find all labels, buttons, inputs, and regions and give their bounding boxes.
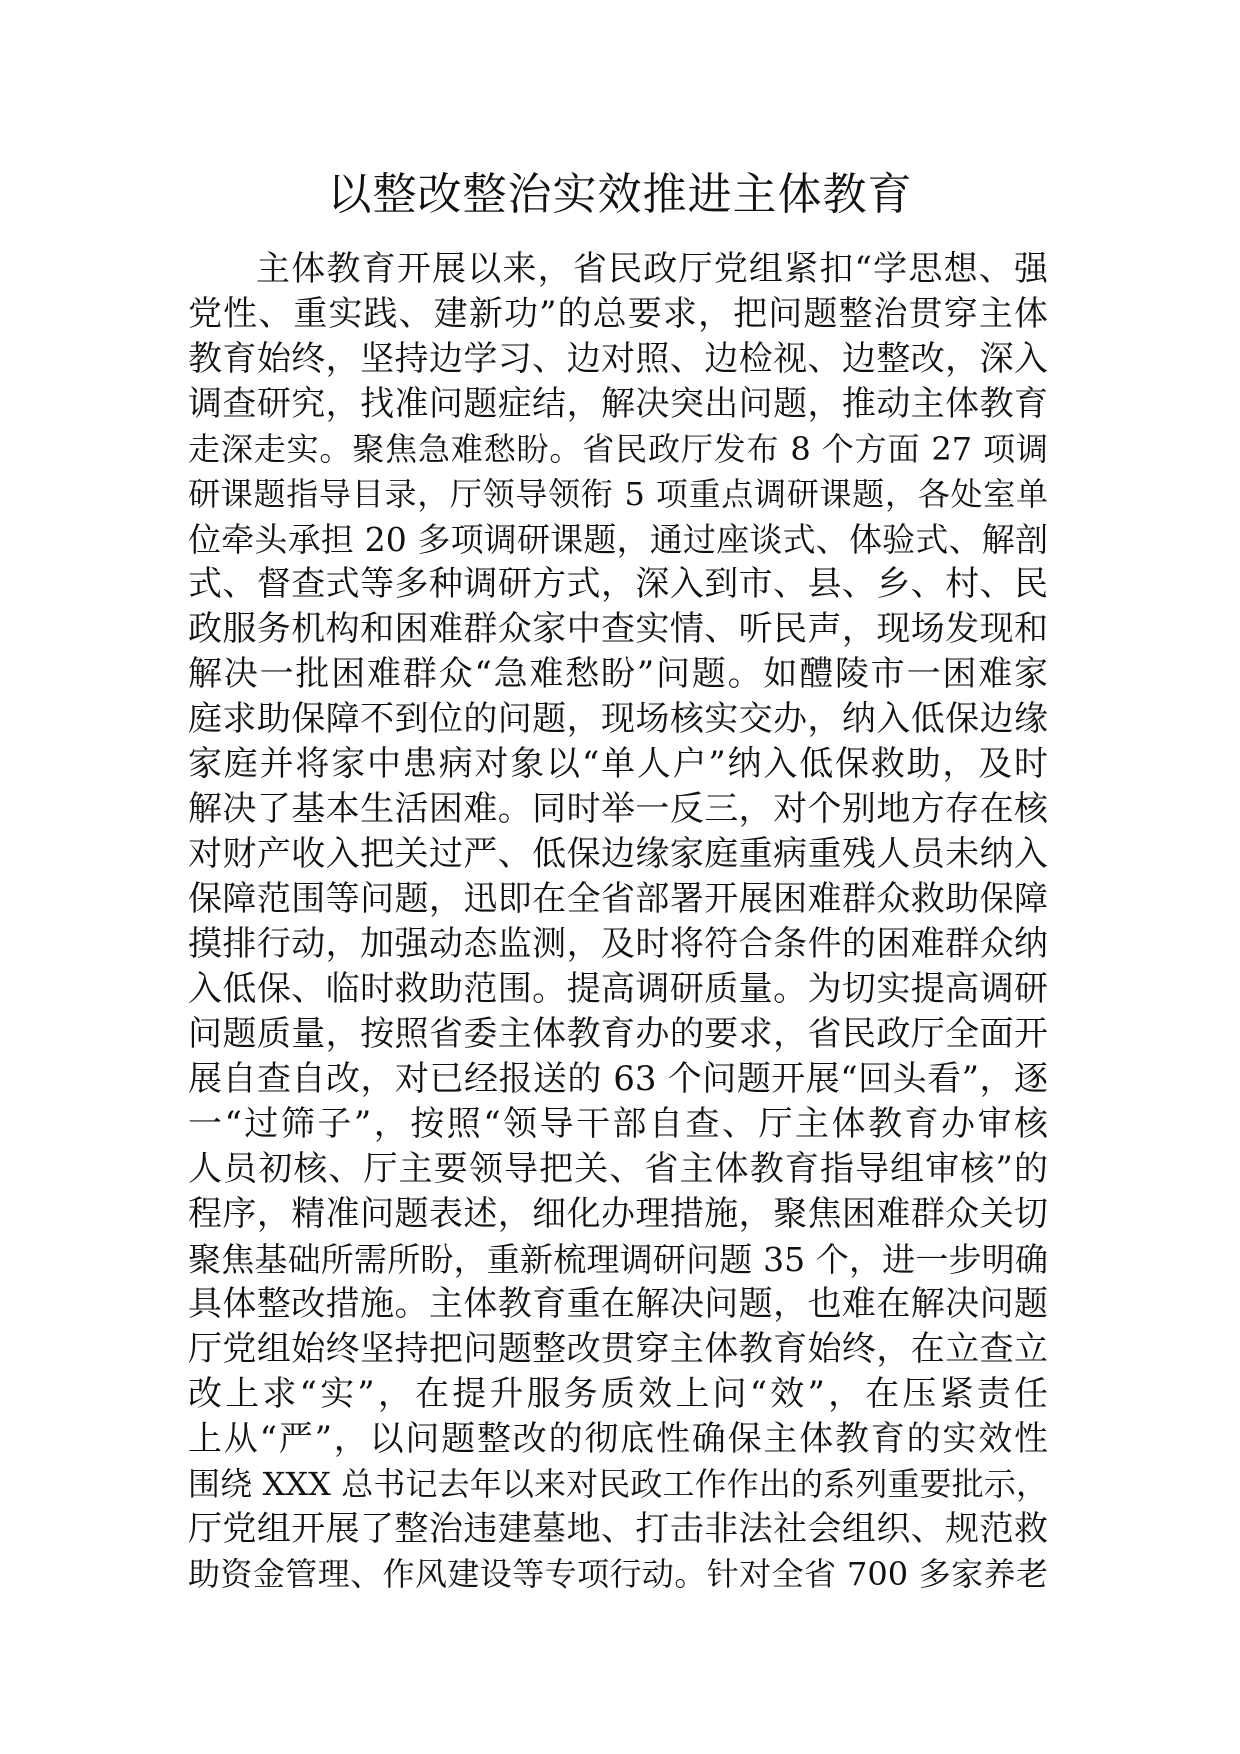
text-line: 走深走实。聚焦急难愁盼。省民政厅发布 8 个方面 27 项调 xyxy=(188,430,1048,468)
document-body xyxy=(188,247,1048,1597)
text-line: 展自查自改，对已经报送的 63 个问题开展“回头看”，逐 xyxy=(188,1059,1048,1099)
text-line: 解决一批困难群众“急难愁盼”问题。如醴陵市一困难家 xyxy=(188,654,1048,694)
text-line: 厅党组始终坚持把问题整改贯穿主体教育始终，在立查立 xyxy=(188,1329,1048,1369)
text-line: 位牵头承担 20 多项调研课题，通过座谈式、体验式、解剖 xyxy=(188,520,1048,559)
text-line: 人员初核、厅主要领导把关、省主体教育指导组审核”的 xyxy=(188,1149,1048,1189)
text-line: 厅党组开展了整治违建墓地、打击非法社会组织、规范救 xyxy=(188,1509,1048,1549)
text-line: 围绕 XXX 总书记去年以来对民政工作作出的系列重要批示， xyxy=(188,1465,1048,1503)
text-line: 聚焦基础所需所盼，重新梳理调研问题 35 个，进一步明确 xyxy=(188,1240,1048,1279)
text-line: 对财产收入把关过严、低保边缘家庭重病重残人员未纳入 xyxy=(188,834,1048,874)
text-line: 改上求“实”，在提升服务质效上问“效”，在压紧责任 xyxy=(188,1374,1048,1414)
text-line: 教育始终，坚持边学习、边对照、边检视、边整改，深入 xyxy=(188,339,1048,379)
text-line: 上从“严”，以问题整改的彻底性确保主体教育的实效性 xyxy=(188,1419,1048,1459)
text-line: 摸排行动，加强动态监测，及时将符合条件的困难群众纳 xyxy=(188,924,1048,964)
text-line: 解决了基本生活困难。同时举一反三，对个别地方存在核 xyxy=(188,789,1048,829)
text-line: 助资金管理、作风建设等专项行动。针对全省 700 多家养老 xyxy=(188,1555,1048,1593)
text-line: 政服务机构和困难群众家中查实情、听民声，现场发现和 xyxy=(188,609,1048,649)
text-line: 党性、重实践、建新功”的总要求，把问题整治贯穿主体 xyxy=(188,294,1048,334)
text-line: 式、督查式等多种调研方式，深入到市、县、乡、村、民 xyxy=(188,564,1048,604)
text-line: 研课题指导目录，厅领导领衔 5 项重点调研课题，各处室单 xyxy=(188,475,1048,513)
text-line: 保障范围等问题，迅即在全省部署开展困难群众救助保障 xyxy=(188,879,1048,919)
text-line: 一“过筛子”，按照“领导干部自查、厅主体教育办审核 xyxy=(188,1104,1048,1144)
text-line: 问题质量，按照省委主体教育办的要求，省民政厅全面开 xyxy=(188,1014,1048,1054)
text-line: 程序，精准问题表述，细化办理措施，聚焦困难群众关切 xyxy=(188,1194,1048,1234)
text-line: 主体教育开展以来，省民政厅党组紧扣“学思想、强 xyxy=(256,249,1048,289)
text-line: 庭求助保障不到位的问题，现场核实交办，纳入低保边缘 xyxy=(188,699,1048,739)
text-line: 家庭并将家中患病对象以“单人户”纳入低保救助，及时 xyxy=(188,744,1048,784)
document-title: 以整改整治实效推进主体教育 xyxy=(327,169,913,220)
text-line: 入低保、临时救助范围。提高调研质量。为切实提高调研 xyxy=(188,969,1048,1009)
text-line: 具体整改措施。主体教育重在解决问题，也难在解决问题 xyxy=(188,1284,1048,1324)
text-line: 调查研究，找准问题症结，解决突出问题，推动主体教育 xyxy=(188,384,1048,424)
